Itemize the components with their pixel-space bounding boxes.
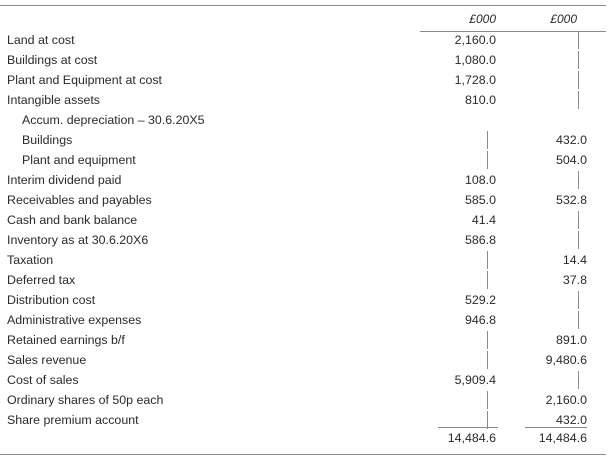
row-label: Plant and Equipment at cost	[7, 73, 162, 87]
table-row	[0, 371, 606, 391]
amount-debit: 41.4	[471, 213, 496, 227]
table-row	[0, 51, 606, 71]
table-row	[0, 131, 606, 151]
total-rule-debit	[438, 427, 498, 428]
row-label: Taxation	[7, 253, 54, 267]
table-row	[0, 151, 606, 171]
table-row	[0, 191, 606, 211]
row-label: Accum. depreciation – 30.6.20X5	[22, 113, 205, 127]
amount-credit: 9,480.6	[545, 353, 587, 367]
row-label: Cash and bank balance	[7, 213, 138, 227]
table-row	[0, 411, 606, 431]
table-row	[0, 231, 606, 251]
row-label: Share premium account	[7, 413, 139, 427]
nil-marker-credit	[578, 371, 579, 389]
nil-marker-credit	[578, 311, 579, 329]
amount-debit: 5,909.4	[454, 373, 496, 387]
nil-marker-debit	[487, 151, 488, 169]
amount-debit: 586.8	[464, 233, 496, 247]
row-label: Ordinary shares of 50p each	[7, 393, 164, 407]
row-label: Administrative expenses	[7, 313, 142, 327]
nil-marker-debit	[487, 391, 488, 409]
nil-marker-credit	[578, 51, 579, 69]
amount-debit: 529.2	[464, 293, 496, 307]
row-label: Inventory as at 30.6.20X6	[7, 233, 149, 247]
row-label: Receivables and payables	[7, 193, 152, 207]
amount-debit: 108.0	[464, 173, 496, 187]
row-label: Cost of sales	[7, 373, 79, 387]
table-row	[0, 391, 606, 411]
row-label: Intangible assets	[7, 93, 100, 107]
table-row	[0, 31, 606, 51]
row-label: Buildings at cost	[7, 53, 98, 67]
total-rule-credit	[525, 427, 587, 428]
amount-credit: 14.4	[562, 253, 587, 267]
amount-credit: 432.0	[555, 133, 587, 147]
table-row	[0, 171, 606, 191]
nil-marker-credit	[578, 171, 579, 189]
table-row	[0, 111, 606, 131]
nil-marker-debit	[487, 131, 488, 149]
nil-marker-debit	[487, 351, 488, 369]
nil-marker-debit	[487, 331, 488, 349]
table-row	[0, 331, 606, 351]
bottom-rule	[0, 454, 606, 455]
totals-row	[0, 429, 606, 449]
amount-credit: 37.8	[562, 273, 587, 287]
amount-debit: 585.0	[464, 193, 496, 207]
amount-credit: 432.0	[555, 413, 587, 427]
table-row	[0, 311, 606, 331]
row-label: Land at cost	[7, 33, 75, 47]
total-credit: 14,484.6	[538, 431, 587, 445]
row-label: Distribution cost	[7, 293, 96, 307]
table-row	[0, 271, 606, 291]
total-debit: 14,484.6	[447, 431, 496, 445]
table-row	[0, 211, 606, 231]
table-row	[0, 351, 606, 371]
amount-credit: 504.0	[555, 153, 587, 167]
amount-credit: 891.0	[555, 333, 587, 347]
amount-debit: 2,160.0	[454, 33, 496, 47]
row-label: Buildings	[22, 133, 73, 147]
amount-debit: 1,728.0	[454, 73, 496, 87]
row-label: Interim dividend paid	[7, 173, 122, 187]
amount-debit: 810.0	[464, 93, 496, 107]
amount-credit: 2,160.0	[545, 393, 587, 407]
column-header-debit: £000	[469, 12, 496, 26]
table-row	[0, 251, 606, 271]
amount-debit: 1,080.0	[454, 53, 496, 67]
nil-marker-credit	[578, 211, 579, 229]
nil-marker-credit	[578, 71, 579, 89]
nil-marker-credit	[578, 231, 579, 249]
nil-marker-credit	[578, 91, 579, 109]
row-label: Deferred tax	[7, 273, 76, 287]
table-row	[0, 91, 606, 111]
nil-marker-debit	[487, 251, 488, 269]
column-header-credit: £000	[550, 12, 577, 26]
row-label: Retained earnings b/f	[7, 333, 125, 347]
table-row	[0, 71, 606, 91]
row-label: Plant and equipment	[22, 153, 136, 167]
amount-debit: 946.8	[464, 313, 496, 327]
table-row	[0, 291, 606, 311]
nil-marker-debit	[487, 271, 488, 289]
amount-credit: 532.8	[555, 193, 587, 207]
top-rule	[0, 5, 606, 6]
nil-marker-credit	[578, 31, 579, 49]
row-label: Sales revenue	[7, 353, 87, 367]
nil-marker-credit	[578, 291, 579, 309]
